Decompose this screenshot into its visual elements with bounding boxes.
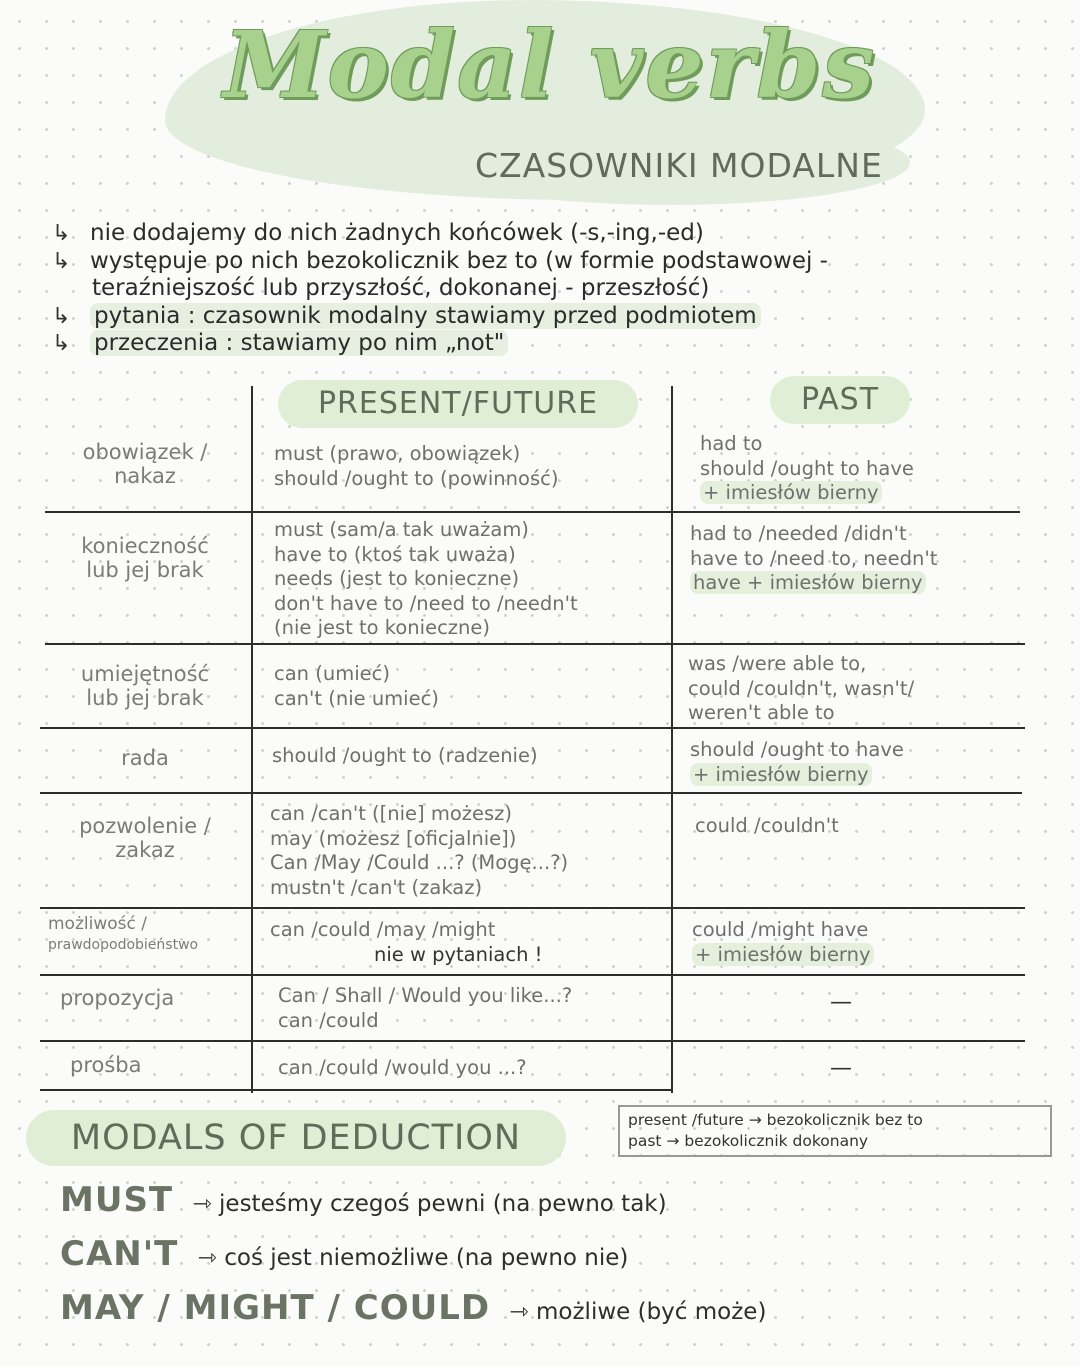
deduction-item: MUST ⇾ jesteśmy czegoś pewni (na pewno tak) (60, 1180, 667, 1220)
category-cell: obowiązek / nakaz (82, 440, 208, 488)
present-cell: can /can't ([nie] możesz) may (możesz [oficjalnie]) Can /May /Could ...? (Mogę...?) mustn't /can't (zakaz) (270, 802, 569, 899)
deduction-keyword: MAY / MIGHT / COULD (60, 1288, 491, 1328)
deduction-item: CAN'T ⇾ coś jest niemożliwe (na pewno nie) (60, 1234, 629, 1274)
rule-item: ↳ przeczenia : stawiamy po nim „not" (52, 330, 828, 358)
column-header-past: PAST (770, 376, 910, 424)
past-cell: — (830, 990, 852, 1015)
arrow-icon: ↳ (52, 221, 71, 246)
note-box: present /future → bezokolicznik bez to past → bezokolicznik dokonany (618, 1105, 1052, 1157)
deduction-keyword: CAN'T (60, 1234, 179, 1274)
past-cell: — (830, 1056, 852, 1081)
row-divider (40, 792, 1022, 794)
rules-list (52, 220, 828, 358)
present-cell: must (prawo, obowiązek) should /ought to (powinność) (274, 442, 559, 490)
row-divider (40, 974, 1025, 976)
deduction-keyword: MUST (60, 1180, 174, 1220)
arrow-icon: ⇾ (197, 1245, 225, 1271)
past-cell: was /were able to, could /couldn't, wasn't/ weren't able to (688, 652, 915, 724)
rule-item: ↳ występuje po nich bezokolicznik bez to (w formie podstawowej - (52, 247, 828, 274)
arrow-icon: ↳ (52, 303, 71, 329)
category-cell: propozycja (60, 986, 175, 1010)
row-divider (45, 511, 1020, 513)
row-divider (40, 727, 1025, 729)
past-cell: had to /needed /didn't have to /need to, needn't have + imiesłów bierny (690, 522, 938, 594)
category-cell: prośba (70, 1053, 142, 1077)
past-cell: could /couldn't (695, 814, 839, 837)
category-cell: umiejętność lub jej brak (80, 662, 210, 710)
arrow-icon: ↳ (52, 331, 71, 356)
modal-table (40, 378, 1030, 1093)
row-divider (40, 1040, 1025, 1042)
arrow-icon: ⇾ (509, 1299, 536, 1325)
present-cell: must (sam/a tak uważam) have to (ktoś tak uważa) needs (jest to konieczne) don't have to /need to /needn't (nie jest to konieczne) (274, 518, 578, 639)
present-cell: can /could /may /might nie w pytaniach ! (270, 918, 543, 966)
category-cell: konieczność lub jej brak (81, 534, 209, 582)
rule-item: ↳ nie dodajemy do nich żadnych końcówek (-s,-ing,-ed) (52, 220, 704, 246)
page-subtitle: CZASOWNIKI MODALNE (475, 146, 883, 185)
category-cell: rada (121, 746, 169, 770)
column-divider (251, 386, 253, 1093)
category-cell: możliwość / prawdopodobieństwo (48, 914, 199, 953)
deduction-heading: MODALS OF DEDUCTION (26, 1110, 566, 1166)
row-divider (40, 907, 1025, 909)
row-divider (40, 1089, 672, 1091)
column-divider (671, 386, 673, 1093)
arrow-icon: ⇾ (192, 1191, 220, 1217)
present-cell: should /ought to (radzenie) (272, 744, 538, 767)
present-cell: can /could /would you ...? (278, 1056, 527, 1079)
past-cell: could /might have + imiesłów bierny (692, 918, 874, 967)
deduction-item: MAY / MIGHT / COULD ⇾ możliwe (być może) (60, 1288, 767, 1328)
page-title: Modal verbs (223, 11, 877, 119)
present-cell: can (umieć) can't (nie umieć) (274, 662, 439, 710)
rule-item: teraźniejszość lub przyszłość, dokonanej - przeszłość) (92, 275, 710, 301)
present-cell: Can / Shall / Would you like...? can /could (278, 984, 573, 1032)
row-divider (45, 643, 1025, 645)
rule-item: ↳ pytania : czasownik modalny stawiamy przed podmiotem (52, 303, 828, 331)
category-cell: pozwolenie / zakaz (79, 814, 211, 862)
past-cell: had to should /ought to have + imiesłów bierny (700, 432, 914, 504)
arrow-icon: ↳ (52, 248, 71, 274)
past-cell: should /ought to have + imiesłów bierny (690, 738, 904, 786)
column-header-present: PRESENT/FUTURE (278, 380, 638, 428)
